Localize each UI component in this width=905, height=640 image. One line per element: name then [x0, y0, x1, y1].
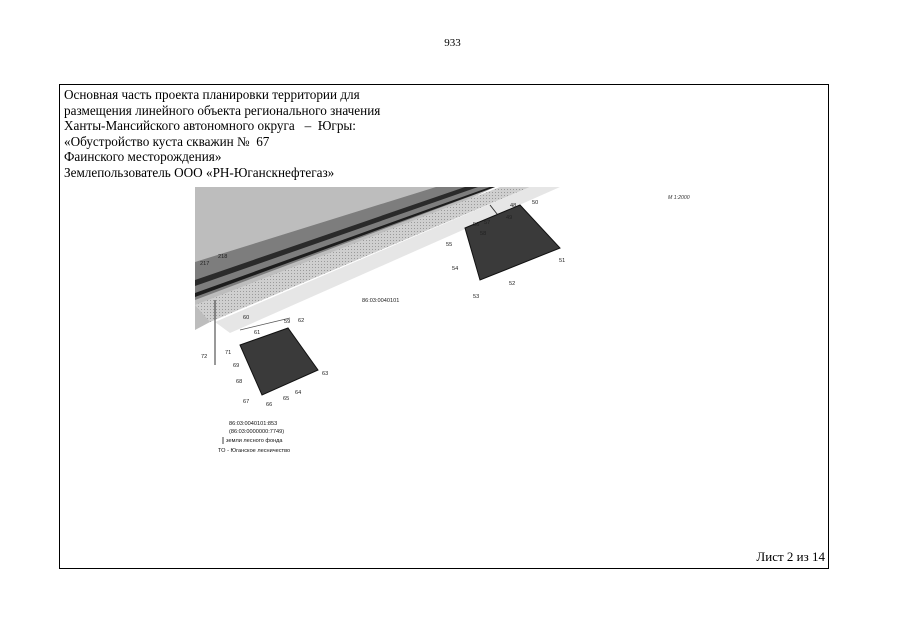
point-label: 58 [480, 231, 487, 237]
map-note: земли лесного фонда [226, 438, 283, 444]
point-label: 69 [233, 363, 240, 369]
point-label: 55 [446, 242, 453, 248]
point-label: 49 [506, 215, 513, 221]
point-label: 66 [266, 402, 273, 408]
map-note: (86:03:0000000:7749) [229, 429, 285, 435]
point-label: 218 [218, 254, 228, 260]
point-label: 63 [322, 371, 329, 377]
point-label: 53 [473, 294, 480, 300]
title-line: Основная часть проекта планировки территории для [64, 87, 360, 102]
point-label: 57 [484, 220, 491, 226]
point-label: 50 [532, 200, 539, 206]
title-line: Фаинского месторождения» [64, 149, 222, 165]
point-label: 217 [200, 261, 210, 267]
point-label: 52 [509, 281, 516, 287]
point-label: 54 [452, 266, 459, 272]
title-line: Землепользователь ООО «РН-Юганскнефтегаз» [64, 164, 335, 180]
point-label: 59 [284, 319, 291, 325]
title-line: размещения линейного объекта регионального значения [64, 102, 381, 118]
point-label: 56 [473, 222, 480, 228]
map-note: 86:03:0040101:853 [229, 421, 278, 427]
title-line: «Обустройство куста скважин № 67 [64, 133, 270, 149]
point-label: 48 [510, 203, 517, 209]
scale-label: М 1:2000 [668, 195, 690, 201]
point-label: 60 [243, 315, 250, 321]
sheet-label: Лист 2 из 14 [756, 549, 825, 564]
parcel-id-label: 86:03:0040101 [362, 298, 400, 304]
well-pad-lower [240, 328, 318, 395]
point-label: 64 [295, 390, 302, 396]
point-label: 65 [283, 396, 290, 402]
map-note: ТО - Юганское лесничество [218, 448, 291, 454]
point-label: 72 [201, 354, 208, 360]
point-label: 71 [225, 350, 232, 356]
point-label: 68 [236, 379, 243, 385]
point-label: 61 [254, 330, 261, 336]
page-number: 933 [444, 37, 461, 49]
point-label: 62 [298, 318, 305, 324]
title-line: Ханты-Мансийского автономного округа – Югры: [64, 118, 356, 134]
point-label: 67 [243, 399, 250, 405]
point-label: 51 [559, 258, 566, 264]
